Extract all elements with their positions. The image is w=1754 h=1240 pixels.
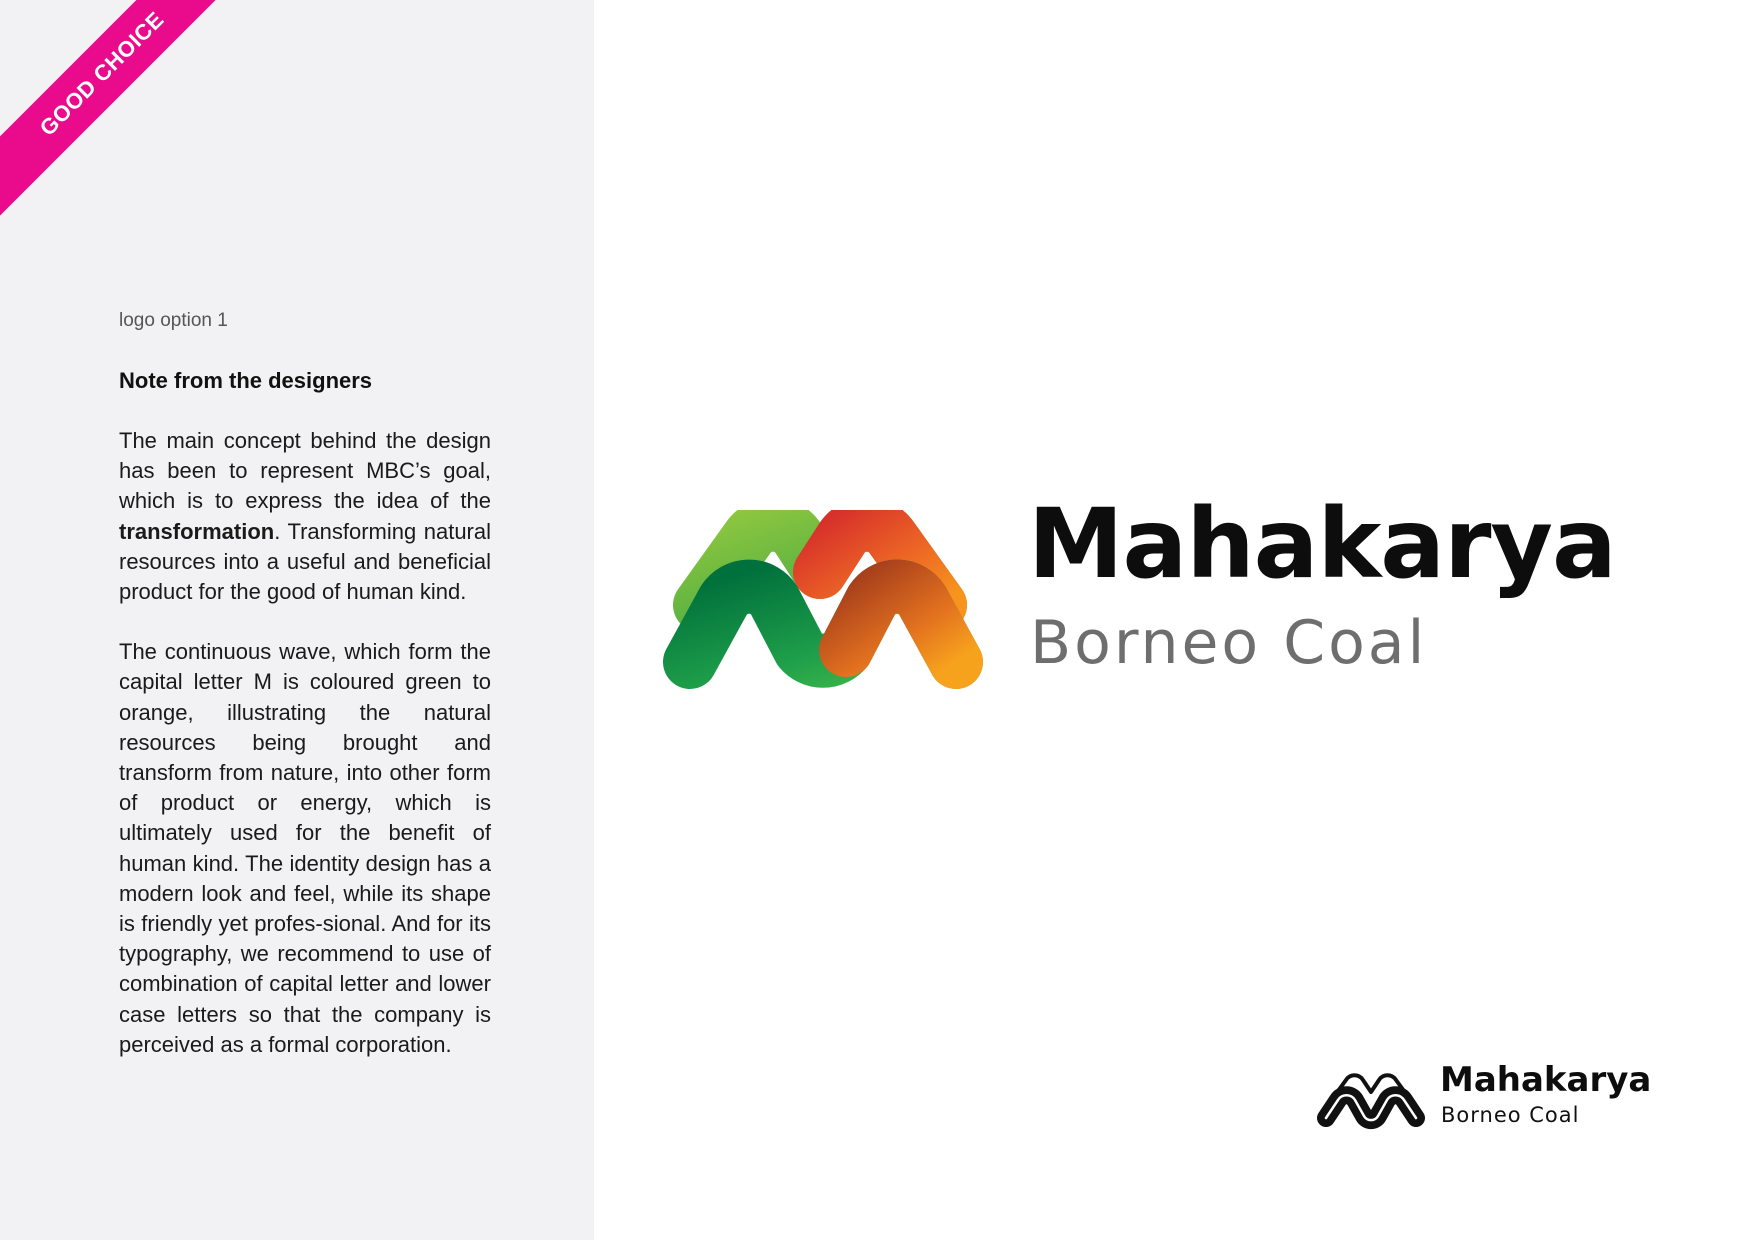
mono-logo-title: Mahakarya [1440,1060,1652,1100]
notes-panel [0,0,594,1240]
notes-heading: Note from the designers [119,368,373,393]
ribbon-label: GOOD CHOICE [34,6,169,141]
mono-logo-subtitle: Borneo Coal [1441,1103,1580,1127]
highlight-transformation: transformation [119,518,275,544]
logo-subtitle: Borneo Coal [1030,608,1428,678]
logo-option-label: logo option 1 [119,310,228,331]
wave-m-outline-logo-icon [1316,1070,1426,1130]
wave-m-logo-icon [660,510,986,690]
wave-front-orange [846,587,956,662]
logo-title: Mahakarya [1028,488,1616,600]
notes-body [119,426,491,1090]
notes-paragraph-2: The continuous wave, which form the capital letter M is coloured green to orange, illustrating the natural resources being brought and transform from nature, into other form of product or energy, which is ultimately used for the benefit of human kind. The identity design has a modern look and feel, while its shape is friendly yet profes-sional. And for its typography, we recommend to use of combination of capital letter and lower case letters so that the company is perceived as a formal corporation. [119,639,491,1057]
good-choice-ribbon [0,0,249,221]
notes-paragraph-1: The main concept behind the design has been to represent MBC’s goal, which is to express the idea of the transformation. Transforming natural resources into a useful and beneficial product for the good of human kind. [119,428,491,605]
